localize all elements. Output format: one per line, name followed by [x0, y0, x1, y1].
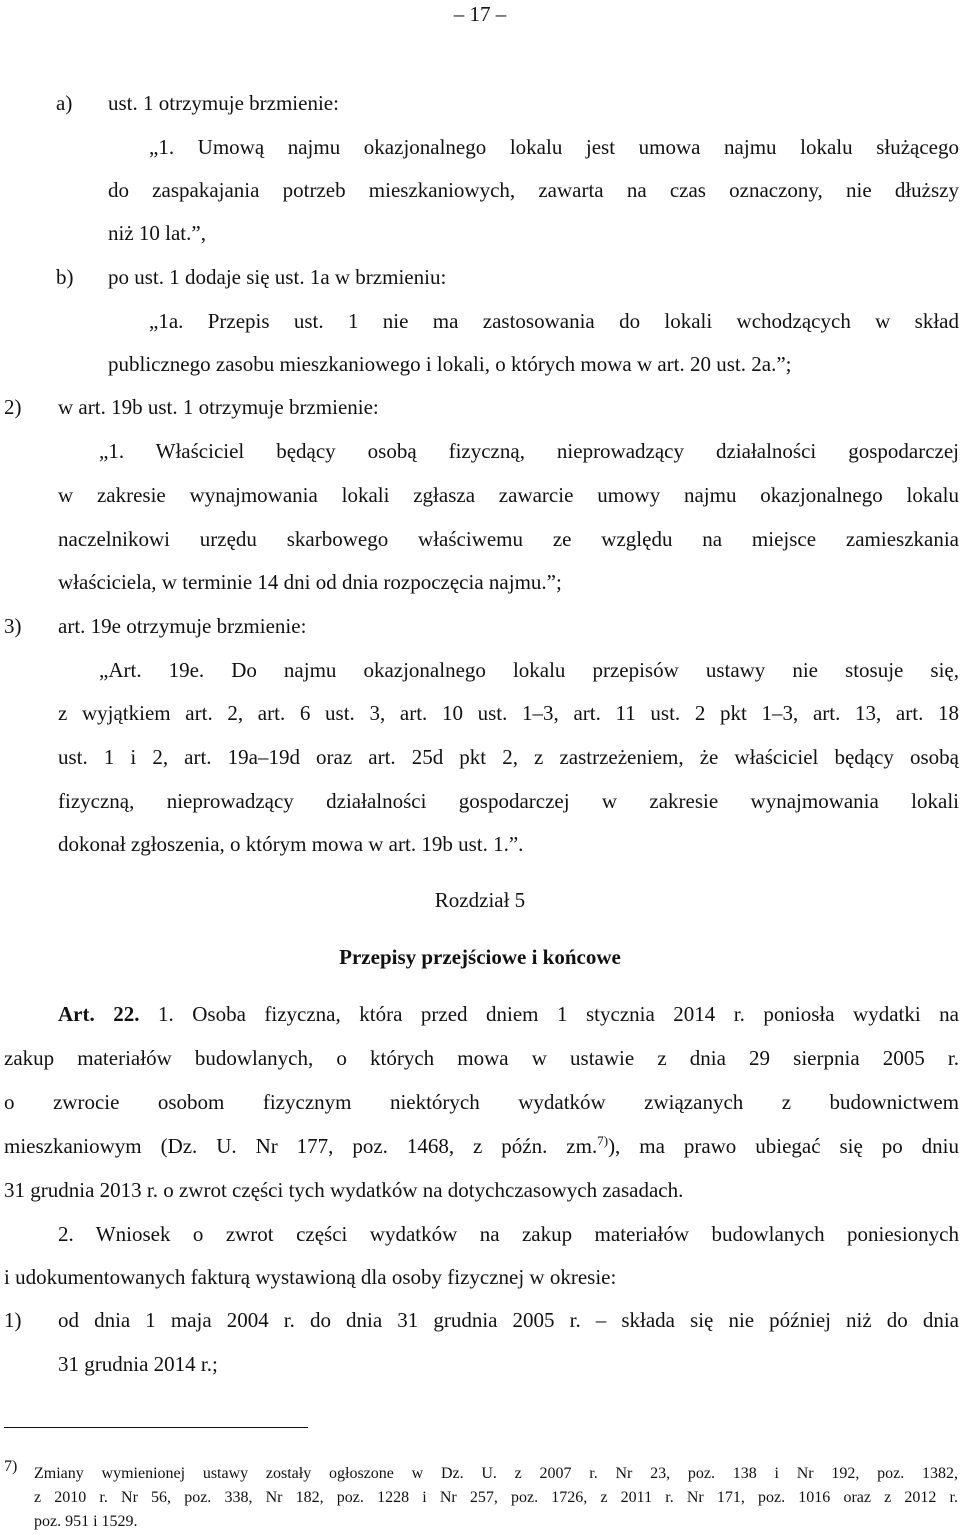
footnote-line: poz. 951 i 1529. — [34, 1513, 138, 1530]
item-a-text: ust. 1 otrzymuje brzmienie: — [108, 91, 339, 115]
item-b-quote-line: publicznego zasobu mieszkaniowego i lokali, o których mowa w art. 20 ust. 2a.”; — [108, 352, 792, 376]
article-22-point-1-label: 1) — [4, 1308, 22, 1332]
article-22-line: 2. Wniosek o zwrot części wydatków na zakup materiałów budowlanych poniesionych — [58, 1222, 959, 1246]
point-3-label: 3) — [4, 614, 22, 638]
item-a-quote-line: niż 10 lat.”, — [108, 221, 206, 245]
chapter-title: Przepisy przejściowe i końcowe — [339, 945, 621, 969]
point-2-label: 2) — [4, 395, 22, 419]
item-a-label: a) — [56, 91, 73, 115]
item-a-quote-line: „1. Umową najmu okazjonalnego lokalu jest umowa najmu lokalu służącego — [149, 135, 959, 159]
point-2-quote-line: właściciela, w terminie 14 dni od dnia rozpoczęcia najmu.”; — [58, 570, 562, 594]
article-22-point-1-line: od dnia 1 maja 2004 r. do dnia 31 grudnia 2005 r. – składa się nie później niż do dnia — [58, 1308, 959, 1332]
article-22-line: zakup materiałów budowlanych, o których mowa w ustawie z dnia 29 sierpnia 2005 r. — [4, 1046, 959, 1070]
article-22-point-1-line: 31 grudnia 2014 r.; — [58, 1352, 218, 1376]
article-22-text: 1. Osoba fizyczna, która przed dniem 1 stycznia 2014 r. poniosła wydatki na — [157, 1002, 959, 1026]
article-22-line: i udokumentowanych fakturą wystawioną dla osoby fizycznej w okresie: — [4, 1265, 617, 1289]
item-b-text: po ust. 1 dodaje się ust. 1a w brzmieniu: — [108, 265, 447, 289]
point-2-quote-line: „1. Właściciel będący osobą fizyczną, nieprowadzący działalności gospodarczej — [99, 439, 959, 463]
footnote-marker: 7) — [4, 1458, 18, 1475]
footnote-reference: 7) — [597, 1133, 609, 1148]
article-22-line: o zwrocie osobom fizycznym niektórych wydatków związanych z budownictwem — [4, 1090, 959, 1114]
item-b-quote-line: „1a. Przepis ust. 1 nie ma zastosowania do lokali wchodzących w skład — [149, 309, 959, 333]
item-a-quote-line: do zaspakajania potrzeb mieszkaniowych, zawarta na czas oznaczony, nie dłuższy — [108, 178, 959, 202]
point-3-quote-line: fizyczną, nieprowadzący działalności gospodarczej w zakresie wynajmowania lokali — [58, 789, 959, 813]
article-22-text: ), ma prawo ubiegać się po dniu — [608, 1134, 959, 1158]
point-3-text: art. 19e otrzymuje brzmienie: — [58, 614, 307, 638]
article-22-text: mieszkaniowym (Dz. U. Nr 177, poz. 1468, z późn. zm. — [4, 1134, 598, 1158]
page-number-value: 17 — [469, 2, 491, 26]
point-3-quote-line: dokonał zgłoszenia, o którym mowa w art. 19b ust. 1.”. — [58, 832, 524, 856]
footnote-line: z 2010 r. Nr 56, poz. 338, Nr 182, poz. 1228 i Nr 257, poz. 1726, z 2011 r. Nr 171, poz. 1016 oraz z 2012 r. — [34, 1489, 958, 1506]
chapter-number: Rozdział 5 — [434, 888, 526, 912]
article-22-line — [58, 992, 959, 1036]
point-3-quote-line: ust. 1 i 2, art. 19a–19d oraz art. 25d pkt 2, z zastrzeżeniem, że właściciel będący osobą — [58, 745, 959, 769]
page-number: – 17 – — [453, 2, 507, 26]
footnote-separator — [4, 1427, 308, 1428]
article-22-line — [4, 1124, 959, 1168]
article-22-label: Art. 22. — [58, 1002, 140, 1026]
point-2-text: w art. 19b ust. 1 otrzymuje brzmienie: — [58, 395, 379, 419]
point-3-quote-line: z wyjątkiem art. 2, art. 6 ust. 3, art. 10 ust. 1–3, art. 11 ust. 2 pkt 1–3, art. 13, art. 18 — [58, 701, 959, 725]
point-2-quote-line: w zakresie wynajmowania lokali zgłasza zawarcie umowy najmu okazjonalnego lokalu — [58, 483, 959, 507]
article-22-line: 31 grudnia 2013 r. o zwrot części tych wydatków na dotychczasowych zasadach. — [4, 1178, 684, 1202]
point-2-quote-line: naczelnikowi urzędu skarbowego właściwemu ze względu na miejsce zamieszkania — [58, 527, 959, 551]
point-3-quote-line: „Art. 19e. Do najmu okazjonalnego lokalu przepisów ustawy nie stosuje się, — [99, 658, 959, 682]
item-b-label: b) — [56, 265, 74, 289]
footnote-line: Zmiany wymienionej ustawy zostały ogłoszone w Dz. U. z 2007 r. Nr 23, poz. 138 i Nr 192, poz. 1382, — [34, 1465, 958, 1482]
